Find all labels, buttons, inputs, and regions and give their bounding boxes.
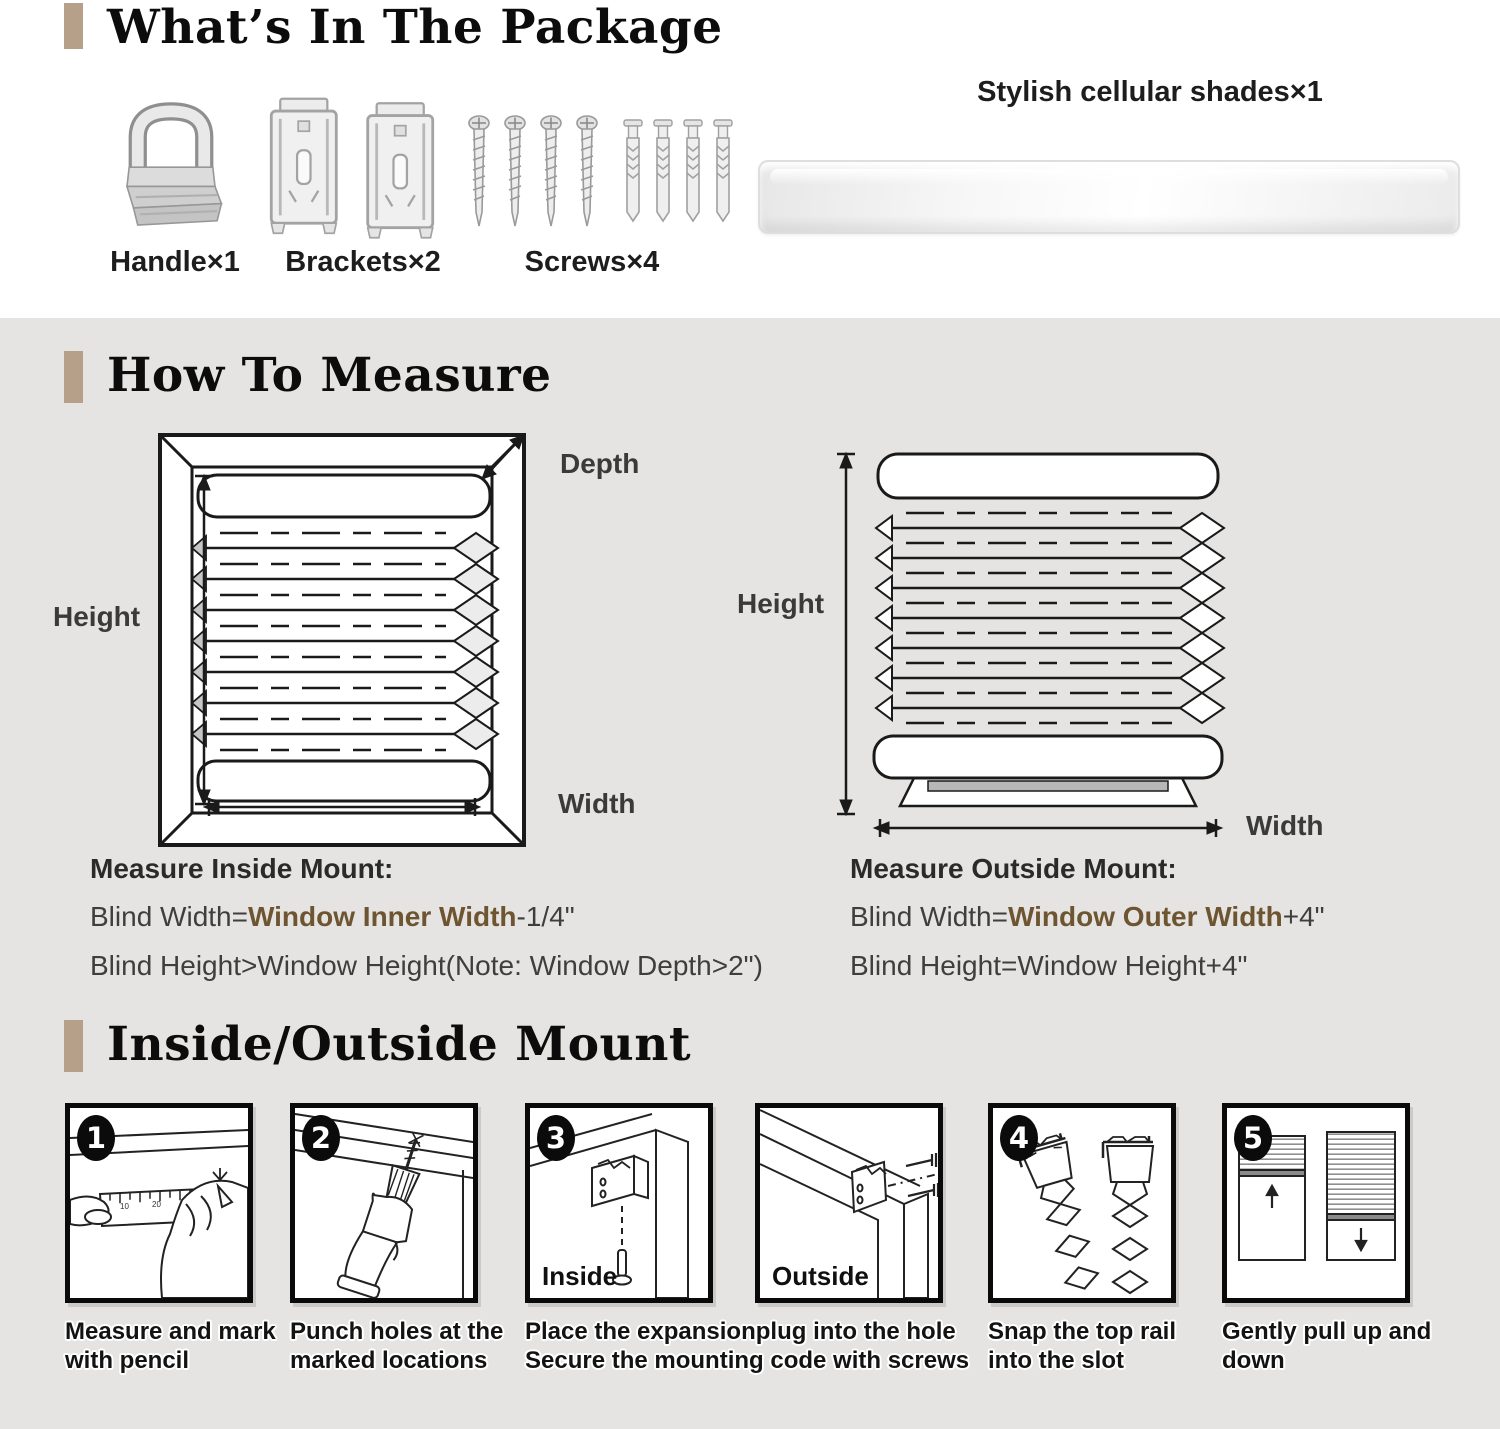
package-section xyxy=(0,0,1500,318)
inside-height-label: Height xyxy=(53,601,141,632)
step-badge: 2 xyxy=(302,1115,340,1161)
measure-section xyxy=(0,318,1500,1010)
inside-measure-heading: Measure Inside Mount: xyxy=(90,853,394,884)
ruler-marks xyxy=(112,1196,172,1216)
mount-header xyxy=(64,1017,692,1072)
accent-bar xyxy=(64,3,83,49)
step-caption: Gently pull up and down xyxy=(1222,1318,1432,1374)
outer-width-highlight: Window Outer Width xyxy=(1007,901,1283,933)
inside-mount-diagram xyxy=(158,433,526,847)
outside-width-formula: Blind Width=Window Outer Width+4" xyxy=(850,901,1325,933)
step-badge: 1 xyxy=(77,1115,115,1161)
step-caption: Punch holes at the marked locations xyxy=(290,1318,504,1374)
step-panel-drill xyxy=(290,1103,478,1303)
inside-width-formula: Blind Width=Window Inner Width-1/4" xyxy=(90,901,575,933)
outside-height-label: Height xyxy=(737,588,825,619)
package-title: What’s In The Package xyxy=(107,0,723,55)
inside-width-label: Width xyxy=(558,788,636,819)
brackets-label: Brackets×2 xyxy=(285,246,441,278)
step-panel-snap-rail xyxy=(988,1103,1176,1303)
outside-measure-heading: Measure Outside Mount: xyxy=(850,853,1177,884)
step-badge: 3 xyxy=(537,1115,575,1161)
accent-bar xyxy=(64,1020,83,1072)
inside-depth-label: Depth xyxy=(560,448,640,479)
step-badge: 5 xyxy=(1234,1115,1272,1161)
step-panel-measure xyxy=(65,1103,253,1303)
package-header xyxy=(64,0,723,55)
step-caption: Measure and mark with pencil xyxy=(65,1318,276,1374)
inner-width-highlight: Window Inner Width xyxy=(247,901,517,933)
screws-label: Screws×4 xyxy=(524,246,660,278)
step-panel-outside xyxy=(755,1103,943,1303)
inside-measure-text xyxy=(90,853,830,998)
inside-tag: Inside xyxy=(542,1261,618,1291)
step-caption: Snap the top rail into the slot xyxy=(988,1318,1177,1374)
step-caption: Place the expansionplug into the hole Secure the mounting code with screws xyxy=(525,1318,970,1374)
outside-mount-diagram xyxy=(828,448,1248,848)
handle-label: Handle×1 xyxy=(110,246,240,278)
accent-bar xyxy=(64,351,83,403)
outside-tag: Outside xyxy=(772,1261,869,1291)
inside-height-formula: Blind Height>Window Height(Note: Window Depth>2") xyxy=(90,949,763,981)
shades-label: Stylish cellular shades×1 xyxy=(977,76,1323,108)
measure-title: How To Measure xyxy=(107,348,552,403)
step-panel-inside xyxy=(525,1103,713,1303)
svg-text:20: 20 xyxy=(152,1200,161,1209)
svg-text:10: 10 xyxy=(120,1202,129,1211)
outside-measure-text xyxy=(850,853,1500,998)
mount-steps xyxy=(65,1103,1477,1429)
step-badge: 4 xyxy=(1000,1115,1038,1161)
measure-header xyxy=(64,348,552,403)
mount-section xyxy=(0,1010,1500,1429)
step-panel-pull xyxy=(1222,1103,1410,1303)
outside-width-label: Width xyxy=(1246,810,1324,841)
mount-title: Inside/Outside Mount xyxy=(107,1017,692,1072)
screws-image xyxy=(462,110,747,236)
handle-image xyxy=(112,100,230,230)
cellular-shade-image xyxy=(758,160,1460,234)
brackets-image xyxy=(262,92,442,240)
outside-height-formula: Blind Height=Window Height+4" xyxy=(850,949,1248,981)
